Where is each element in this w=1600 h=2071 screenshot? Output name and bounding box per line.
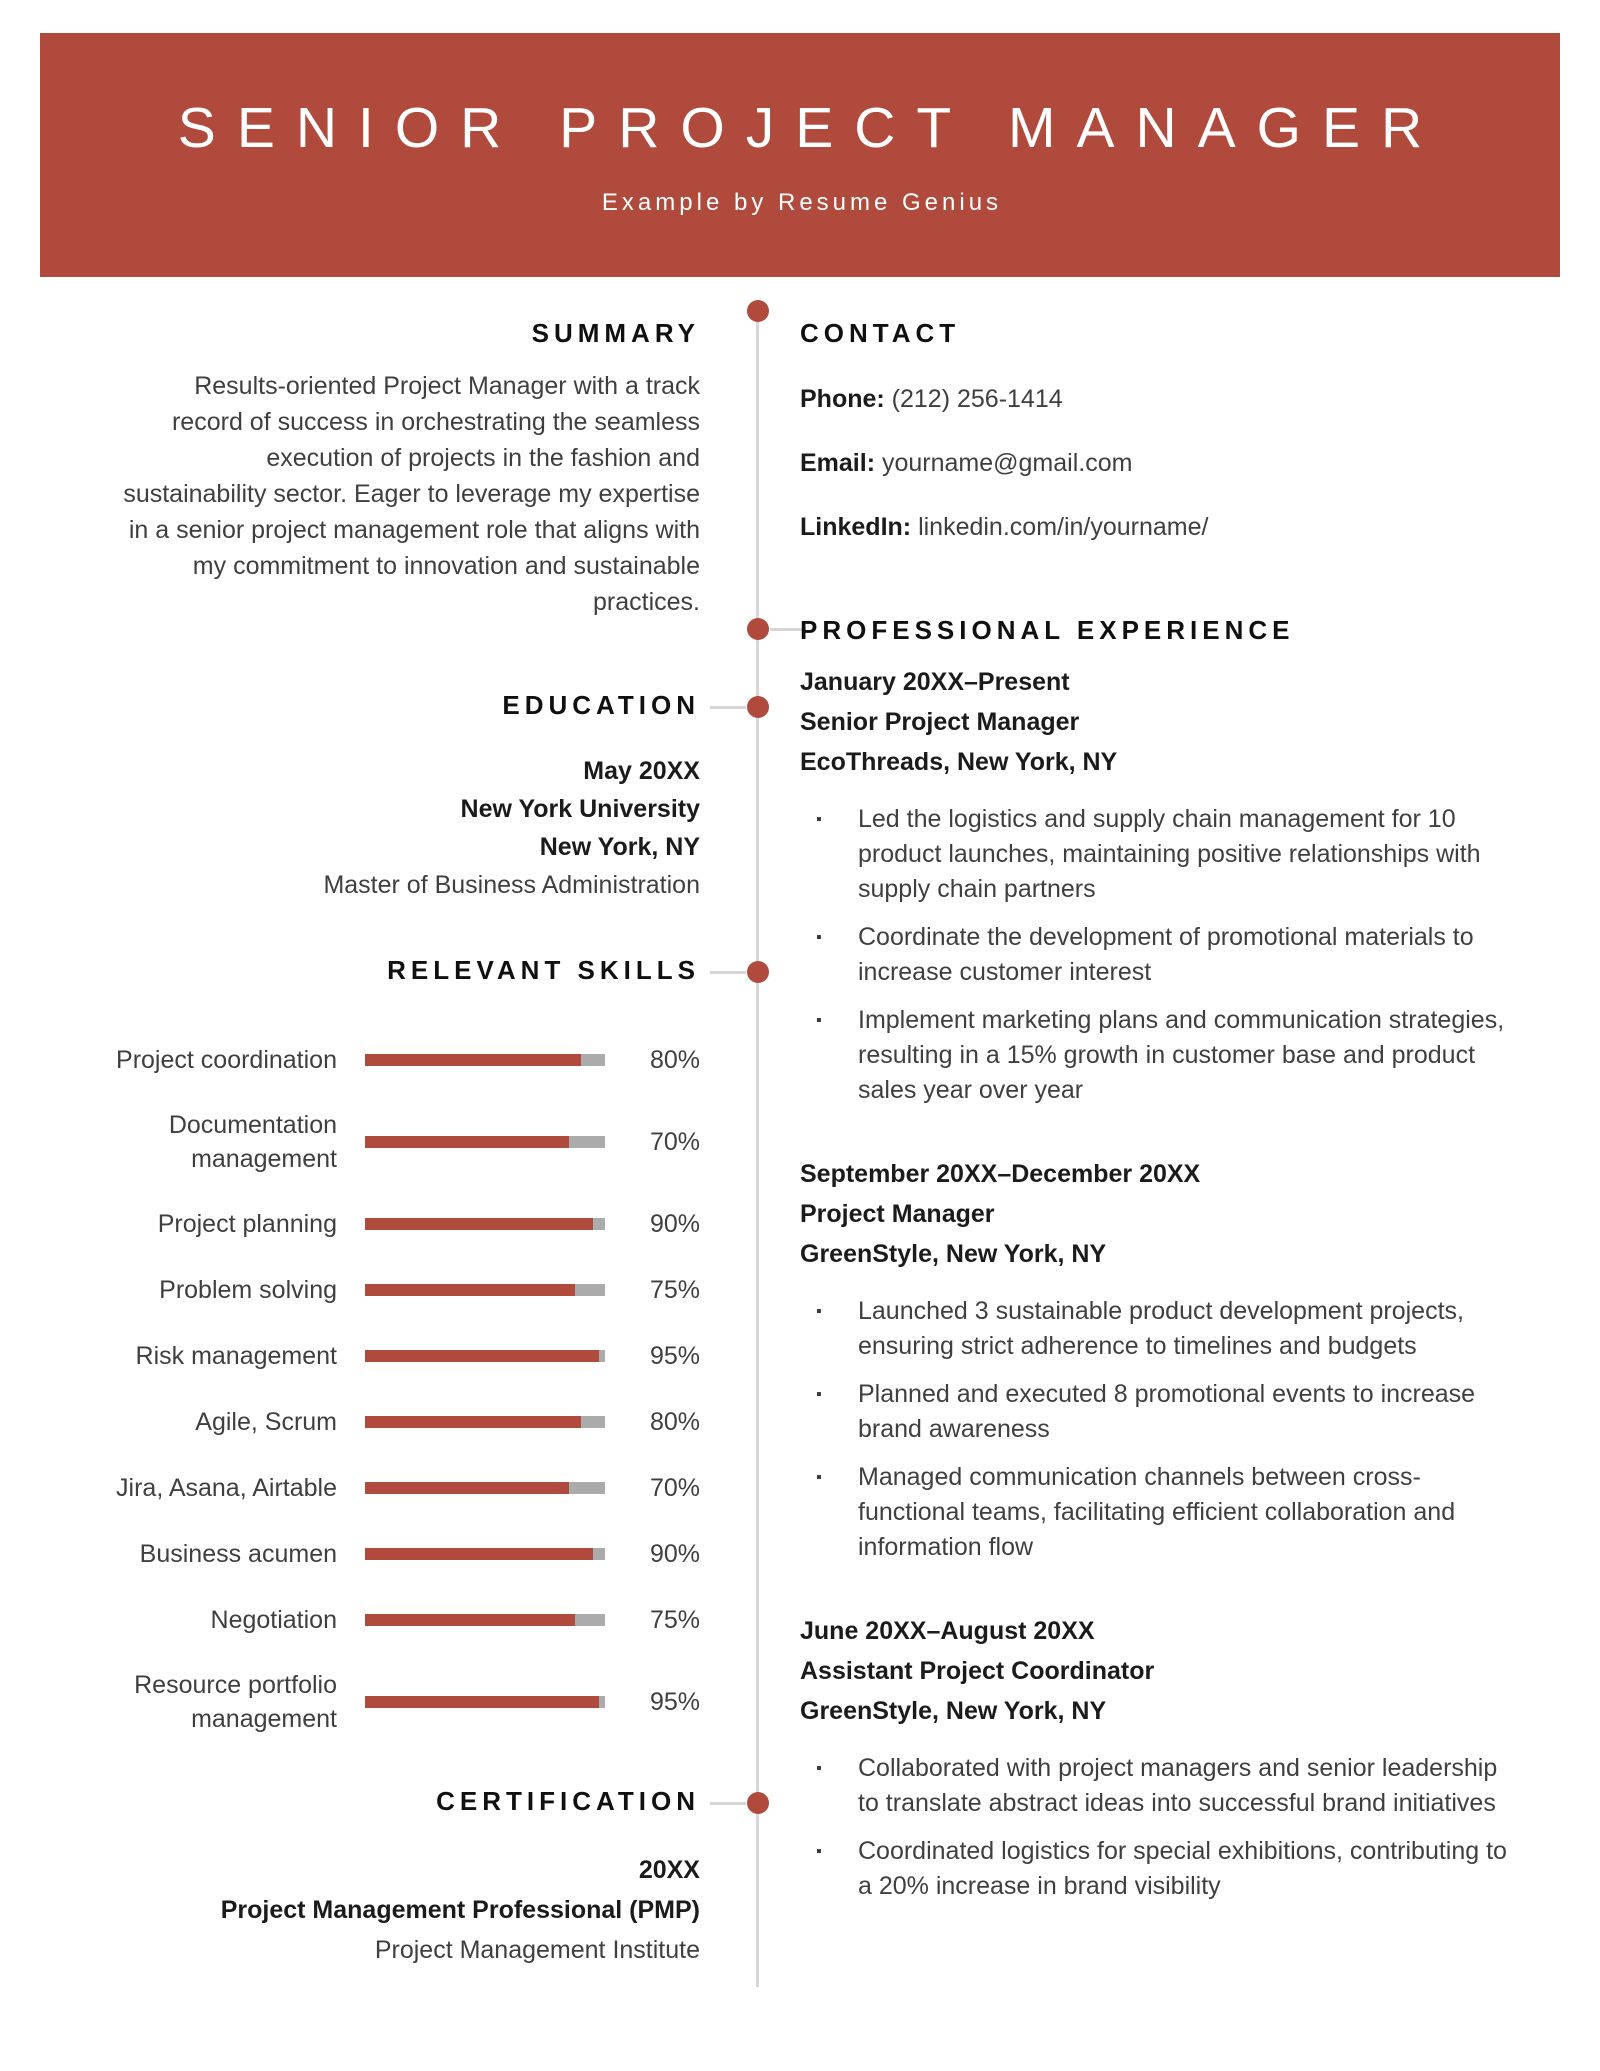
job-entry bbox=[800, 662, 1518, 1108]
timeline-dot-experience bbox=[747, 618, 769, 640]
skill-percent: 95% bbox=[649, 1341, 700, 1370]
job-bullet-text: Coordinated logistics for special exhibitions, contributing to a 20% increase in brand visibility bbox=[858, 1837, 1507, 1900]
skill-bar-fill bbox=[365, 1284, 575, 1296]
skill-bar-fill bbox=[365, 1218, 593, 1230]
job-bullet bbox=[800, 1834, 1518, 1904]
job-bullet bbox=[800, 1460, 1518, 1565]
education-degree: Master of Business Administration bbox=[323, 871, 700, 899]
square-bullet-icon: ▪ bbox=[816, 929, 822, 946]
skill-label: Project planning bbox=[157, 1210, 337, 1238]
skill-bar-fill bbox=[365, 1416, 581, 1428]
contact-label: Phone: bbox=[800, 385, 892, 413]
job-bullet bbox=[800, 1751, 1518, 1821]
square-bullet-icon: ▪ bbox=[816, 1843, 822, 1860]
skills-heading: RELEVANT SKILLS bbox=[387, 955, 700, 985]
skill-row bbox=[75, 1668, 700, 1736]
square-bullet-icon: ▪ bbox=[816, 1303, 822, 1320]
skill-label: Resource portfolio management bbox=[134, 1671, 337, 1733]
education-school: New York University bbox=[460, 795, 700, 823]
skill-percent: 70% bbox=[649, 1127, 700, 1156]
job-company: GreenStyle, New York, NY bbox=[800, 1697, 1107, 1725]
job-bullet bbox=[800, 920, 1518, 990]
skill-label: Problem solving bbox=[159, 1276, 337, 1304]
skill-percent: 90% bbox=[649, 1209, 700, 1238]
square-bullet-icon: ▪ bbox=[816, 1386, 822, 1403]
skill-percent: 75% bbox=[649, 1275, 700, 1304]
left-column bbox=[75, 0, 700, 2071]
education-location: New York, NY bbox=[539, 833, 700, 861]
skill-row bbox=[75, 1206, 700, 1242]
job-bullets bbox=[800, 1751, 1518, 1904]
job-bullet bbox=[800, 1294, 1518, 1364]
experience-heading: PROFESSIONAL EXPERIENCE bbox=[800, 615, 1295, 645]
contact-value: linkedin.com/in/yourname/ bbox=[918, 513, 1209, 541]
skill-bar-fill bbox=[365, 1350, 599, 1362]
contact-label: LinkedIn: bbox=[800, 513, 919, 541]
skills-list bbox=[75, 1042, 700, 1736]
job-company: GreenStyle, New York, NY bbox=[800, 1240, 1107, 1268]
skill-bar bbox=[365, 1218, 605, 1230]
timeline-dot-certification bbox=[747, 1792, 769, 1814]
job-title: Assistant Project Coordinator bbox=[800, 1657, 1155, 1685]
skill-row bbox=[75, 1536, 700, 1572]
skill-percent: 70% bbox=[649, 1473, 700, 1502]
skill-row bbox=[75, 1272, 700, 1308]
right-column bbox=[800, 0, 1518, 2071]
skill-label: Risk management bbox=[135, 1342, 337, 1370]
skill-percent: 80% bbox=[649, 1407, 700, 1436]
skill-bar-fill bbox=[365, 1548, 593, 1560]
skill-label: Business acumen bbox=[139, 1540, 337, 1568]
skill-row bbox=[75, 1108, 700, 1176]
experience-jobs bbox=[800, 662, 1518, 1917]
skill-label: Negotiation bbox=[210, 1606, 337, 1634]
page-title: SENIOR PROJECT MANAGER bbox=[177, 96, 1444, 160]
job-bullets bbox=[800, 1294, 1518, 1565]
timeline-dot-skills bbox=[747, 961, 769, 983]
skill-bar bbox=[365, 1482, 605, 1494]
certification-name: Project Management Professional (PMP) bbox=[220, 1896, 700, 1924]
contact-label: Email: bbox=[800, 449, 882, 477]
skill-row bbox=[75, 1042, 700, 1078]
certification-body bbox=[75, 1850, 700, 1970]
skill-bar-fill bbox=[365, 1614, 575, 1626]
page-subtitle: Example by Resume Genius bbox=[601, 189, 1003, 216]
certification-issuer: Project Management Institute bbox=[374, 1936, 700, 1964]
skill-bar bbox=[365, 1548, 605, 1560]
summary-text: Results-oriented Project Manager with a track record of success in orchestrating the seamless execution of projects in the fashion and sustainability sector. Eager to leverage my expertise in a senior project management role that aligns with my commitment to innovation and sustainable practices. bbox=[123, 372, 700, 616]
skill-bar bbox=[365, 1284, 605, 1296]
job-dates: January 20XX–Present bbox=[800, 668, 1070, 696]
skill-label: Agile, Scrum bbox=[195, 1408, 337, 1436]
skill-bar bbox=[365, 1416, 605, 1428]
timeline-dot-top bbox=[747, 300, 769, 322]
certification-heading: CERTIFICATION bbox=[436, 1786, 700, 1816]
job-bullet bbox=[800, 1377, 1518, 1447]
square-bullet-icon: ▪ bbox=[816, 811, 822, 828]
skill-label: Project coordination bbox=[116, 1046, 337, 1074]
contact-item bbox=[800, 512, 1518, 542]
job-dates: September 20XX–December 20XX bbox=[800, 1160, 1201, 1188]
skill-bar-fill bbox=[365, 1482, 569, 1494]
certification-date: 20XX bbox=[638, 1856, 700, 1884]
job-bullet-text: Launched 3 sustainable product development projects, ensuring strict adherence to timelines and budgets bbox=[858, 1297, 1464, 1360]
skill-bar bbox=[365, 1696, 605, 1708]
education-heading: EDUCATION bbox=[502, 690, 700, 720]
job-title: Senior Project Manager bbox=[800, 708, 1080, 736]
education-body bbox=[75, 752, 700, 904]
skill-bar-fill bbox=[365, 1696, 599, 1708]
job-entry bbox=[800, 1611, 1518, 1904]
skill-bar bbox=[365, 1054, 605, 1066]
timeline-connector-skills bbox=[710, 971, 746, 974]
job-bullet bbox=[800, 802, 1518, 907]
skill-label: Jira, Asana, Airtable bbox=[116, 1474, 337, 1502]
contact-value: (212) 256-1414 bbox=[891, 385, 1063, 413]
job-dates: June 20XX–August 20XX bbox=[800, 1617, 1095, 1645]
contact-list bbox=[800, 384, 1518, 576]
job-bullet-text: Collaborated with project managers and senior leadership to translate abstract ideas into successful brand initiatives bbox=[858, 1754, 1498, 1817]
contact-value: yourname@gmail.com bbox=[881, 449, 1133, 477]
contact-item bbox=[800, 384, 1518, 414]
square-bullet-icon: ▪ bbox=[816, 1469, 822, 1486]
job-bullet-text: Coordinate the development of promotional materials to increase customer interest bbox=[858, 923, 1474, 986]
skill-label: Documentation management bbox=[168, 1111, 337, 1173]
education-date: May 20XX bbox=[583, 757, 700, 785]
contact-item bbox=[800, 448, 1518, 478]
skill-bar-fill bbox=[365, 1054, 581, 1066]
square-bullet-icon: ▪ bbox=[816, 1012, 822, 1029]
skill-bar bbox=[365, 1136, 605, 1148]
job-bullet-text: Managed communication channels between cross-functional teams, facilitating efficient collaboration and information flow bbox=[858, 1463, 1456, 1561]
square-bullet-icon: ▪ bbox=[816, 1760, 822, 1777]
skill-bar-fill bbox=[365, 1136, 569, 1148]
job-company: EcoThreads, New York, NY bbox=[800, 748, 1118, 776]
skill-bar bbox=[365, 1350, 605, 1362]
timeline-dot-education bbox=[747, 696, 769, 718]
skill-row bbox=[75, 1602, 700, 1638]
skill-percent: 90% bbox=[649, 1539, 700, 1568]
job-title: Project Manager bbox=[800, 1200, 995, 1228]
job-bullet bbox=[800, 1003, 1518, 1108]
skill-bar bbox=[365, 1614, 605, 1626]
skill-row bbox=[75, 1338, 700, 1374]
contact-heading: CONTACT bbox=[800, 318, 961, 348]
skill-percent: 80% bbox=[649, 1045, 700, 1074]
skill-percent: 75% bbox=[649, 1605, 700, 1634]
skill-row bbox=[75, 1470, 700, 1506]
job-bullet-text: Led the logistics and supply chain management for 10 product launches, maintaining positive relationships with supply chain partners bbox=[858, 805, 1481, 903]
job-bullet-text: Planned and executed 8 promotional events to increase brand awareness bbox=[858, 1380, 1476, 1443]
skill-percent: 95% bbox=[649, 1687, 700, 1716]
timeline-connector-education bbox=[710, 706, 746, 709]
timeline-connector-certification bbox=[710, 1802, 746, 1805]
job-entry bbox=[800, 1154, 1518, 1565]
job-bullets bbox=[800, 802, 1518, 1108]
job-bullet-text: Implement marketing plans and communication strategies, resulting in a 15% growth in customer base and product sales year over year bbox=[858, 1006, 1505, 1104]
summary-heading: SUMMARY bbox=[531, 318, 700, 348]
timeline-line bbox=[756, 311, 759, 1987]
skill-row bbox=[75, 1404, 700, 1440]
